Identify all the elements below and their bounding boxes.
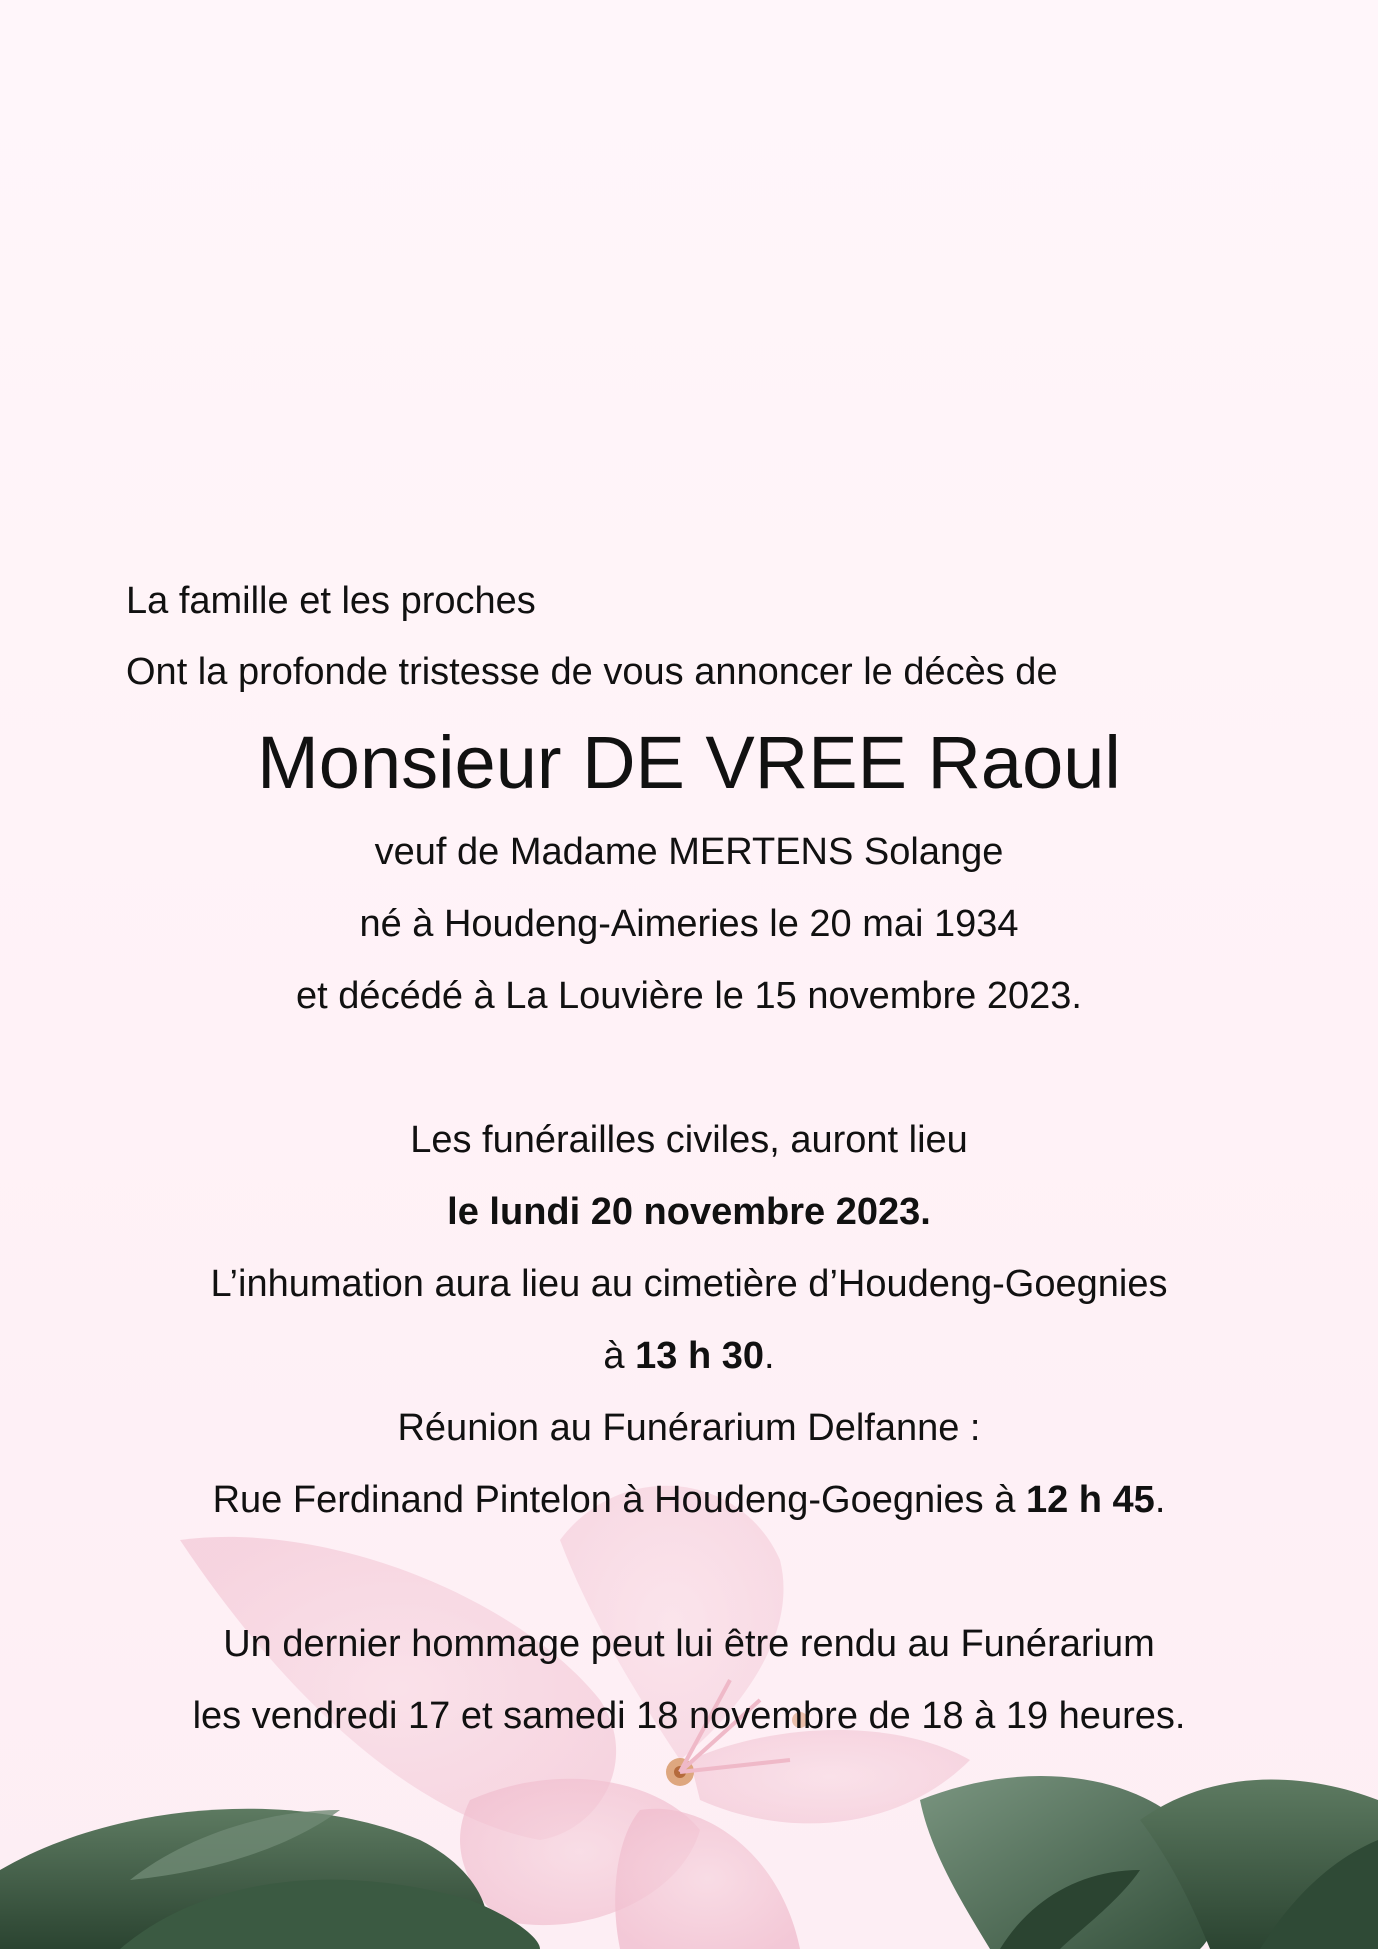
intro-line-1: La famille et les proches [126,580,536,622]
address-suffix: . [1154,1479,1166,1521]
address-line [0,1477,1378,1523]
address-text: Rue Ferdinand Pintelon à Houdeng-Goegnies à [212,1479,1026,1521]
death-line: et décédé à La Louvière le 15 novembre 2023. [296,975,1082,1017]
burial-time-prefix: à [603,1335,636,1377]
funeral-date [0,1189,1378,1235]
petal-shape [615,1809,800,1949]
burial-time-line [0,1333,1378,1379]
birth-line: né à Houdeng-Aimeries le 20 mai 1934 [359,903,1019,945]
intro-line-2: Ont la profonde tristesse de vous annoncer le décès de [126,651,1058,693]
burial-time-suffix: . [764,1335,775,1377]
meeting-line: Réunion au Funérarium Delfanne : [397,1407,981,1449]
address-time: 12 h 45 [1025,1479,1155,1521]
burial-time: 13 h 30 [635,1335,764,1377]
tribute-line-2: les vendredi 17 et samedi 18 novembre de 18 à 19 heures. [192,1695,1186,1737]
burial-line: L’inhumation aura lieu au cimetière d’Houdeng-Goegnies [210,1263,1168,1305]
funeral-line: Les funérailles civiles, auront lieu [410,1119,968,1161]
tribute-line-1: Un dernier hommage peut lui être rendu au Funérarium [223,1623,1155,1665]
spouse-line: veuf de Madame MERTENS Solange [374,831,1004,873]
funeral-date-text: le lundi 20 novembre 2023. [447,1191,931,1233]
deceased-name: Monsieur DE VREE Raoul [257,721,1121,804]
